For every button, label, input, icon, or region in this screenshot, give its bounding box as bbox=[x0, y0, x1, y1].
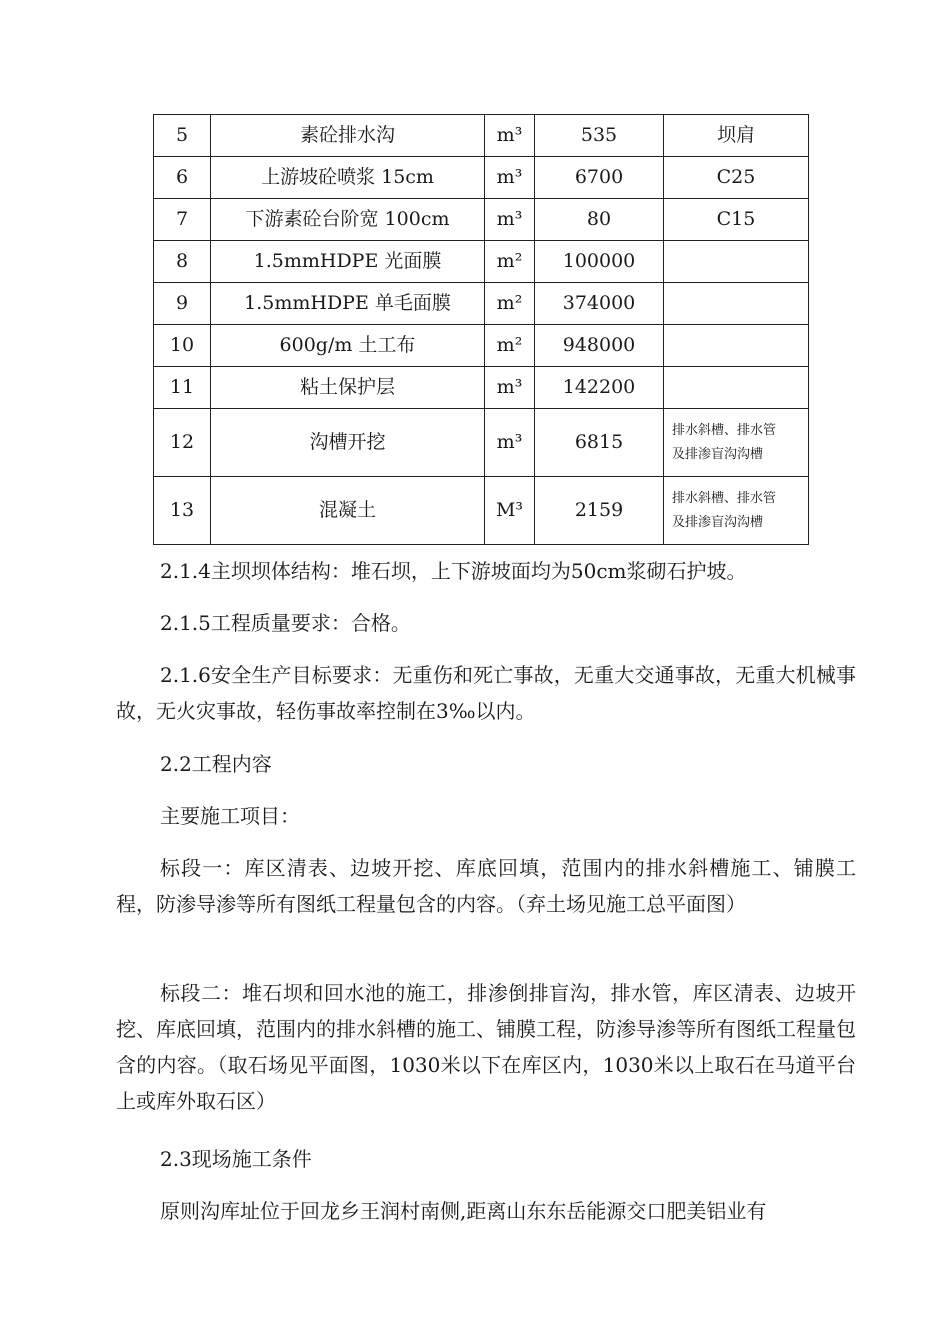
item-quantity: 142200 bbox=[535, 367, 664, 409]
item-name: 1.5mmHDPE 光面膜 bbox=[211, 241, 485, 283]
item-unit: m² bbox=[485, 325, 535, 367]
item-name: 上游坡砼喷浆 15cm bbox=[211, 157, 485, 199]
item-quantity: 374000 bbox=[535, 283, 664, 325]
item-name: 素砼排水沟 bbox=[211, 115, 485, 157]
item-name: 混凝土 bbox=[211, 477, 485, 545]
item-quantity: 80 bbox=[535, 199, 664, 241]
item-note bbox=[664, 325, 809, 367]
paragraph-main-items: 主要施工项目： bbox=[160, 804, 300, 828]
item-unit: m³ bbox=[485, 115, 535, 157]
item-quantity: 6815 bbox=[535, 409, 664, 477]
item-name: 1.5mmHDPE 单毛面膜 bbox=[211, 283, 485, 325]
item-note bbox=[664, 367, 809, 409]
paragraph-quality-requirement: 2.1.5工程质量要求：合格。 bbox=[160, 611, 411, 635]
row-number: 12 bbox=[154, 409, 211, 477]
row-number: 6 bbox=[154, 157, 211, 199]
item-note: C15 bbox=[664, 199, 809, 241]
note-line: 及排渗盲沟沟槽 bbox=[672, 446, 764, 462]
row-number: 13 bbox=[154, 477, 211, 545]
item-note: C25 bbox=[664, 157, 809, 199]
table-row bbox=[154, 283, 809, 325]
table-row bbox=[154, 115, 809, 157]
row-number: 9 bbox=[154, 283, 211, 325]
item-name: 下游素砼台阶宽 100cm bbox=[211, 199, 485, 241]
item-unit: m² bbox=[485, 241, 535, 283]
item-quantity: 2159 bbox=[535, 477, 664, 545]
table-row bbox=[154, 409, 809, 477]
quantity-table bbox=[153, 114, 809, 545]
item-name: 沟槽开挖 bbox=[211, 409, 485, 477]
item-quantity: 535 bbox=[535, 115, 664, 157]
table-row bbox=[154, 325, 809, 367]
heading-site-conditions: 2.3现场施工条件 bbox=[160, 1147, 312, 1171]
table-row bbox=[154, 367, 809, 409]
row-number: 7 bbox=[154, 199, 211, 241]
item-name: 600g/m 土工布 bbox=[211, 325, 485, 367]
table-row bbox=[154, 241, 809, 283]
item-quantity: 6700 bbox=[535, 157, 664, 199]
paragraph-safety-target: 2.1.6安全生产目标要求：无重伤和死亡事故，无重大交通事故，无重大机械事故，无火灾事故，轻伤事故率控制在3‰以内。 bbox=[116, 663, 856, 723]
item-quantity: 948000 bbox=[535, 325, 664, 367]
note-line: 排水斜槽、排水管 bbox=[672, 490, 777, 506]
item-unit: m³ bbox=[485, 199, 535, 241]
heading-project-content: 2.2工程内容 bbox=[160, 752, 272, 776]
item-note bbox=[664, 241, 809, 283]
paragraph-dam-structure: 2.1.4主坝坝体结构：堆石坝，上下游坡面均为50cm浆砌石护坡。 bbox=[160, 559, 747, 583]
note-line: 排水斜槽、排水管 bbox=[672, 422, 777, 438]
row-number: 5 bbox=[154, 115, 211, 157]
item-note: 坝肩 bbox=[664, 115, 809, 157]
item-unit: m³ bbox=[485, 157, 535, 199]
item-note bbox=[664, 283, 809, 325]
item-note bbox=[664, 477, 809, 545]
table-row bbox=[154, 477, 809, 545]
paragraph-section-one: 标段一：库区清表、边坡开挖、库底回填，范围内的排水斜槽施工、铺膜工程，防渗导渗等所有图纸工程量包含的内容。（弃土场见施工总平面图） bbox=[116, 856, 856, 916]
row-number: 11 bbox=[154, 367, 211, 409]
item-note bbox=[664, 409, 809, 477]
row-number: 10 bbox=[154, 325, 211, 367]
item-unit: M³ bbox=[485, 477, 535, 545]
paragraph-section-two: 标段二：堆石坝和回水池的施工，排渗倒排盲沟，排水管，库区清表、边坡开挖、库底回填，范围内的排水斜槽的施工、铺膜工程，防渗导渗等所有图纸工程量包含的内容。（取石场见平面图，1030米以下在库区内，1030米以上取石在马道平台上或库外取石区） bbox=[116, 981, 856, 1113]
paragraph-site-location: 原则沟库址位于回龙乡王润村南侧,距离山东东岳能源交口肥美铝业有 bbox=[160, 1199, 767, 1223]
note-line: 及排渗盲沟沟槽 bbox=[672, 514, 764, 530]
row-number: 8 bbox=[154, 241, 211, 283]
table-row bbox=[154, 199, 809, 241]
item-name: 粘土保护层 bbox=[211, 367, 485, 409]
item-unit: m³ bbox=[485, 409, 535, 477]
item-unit: m³ bbox=[485, 367, 535, 409]
item-quantity: 100000 bbox=[535, 241, 664, 283]
item-unit: m² bbox=[485, 283, 535, 325]
table-row bbox=[154, 157, 809, 199]
